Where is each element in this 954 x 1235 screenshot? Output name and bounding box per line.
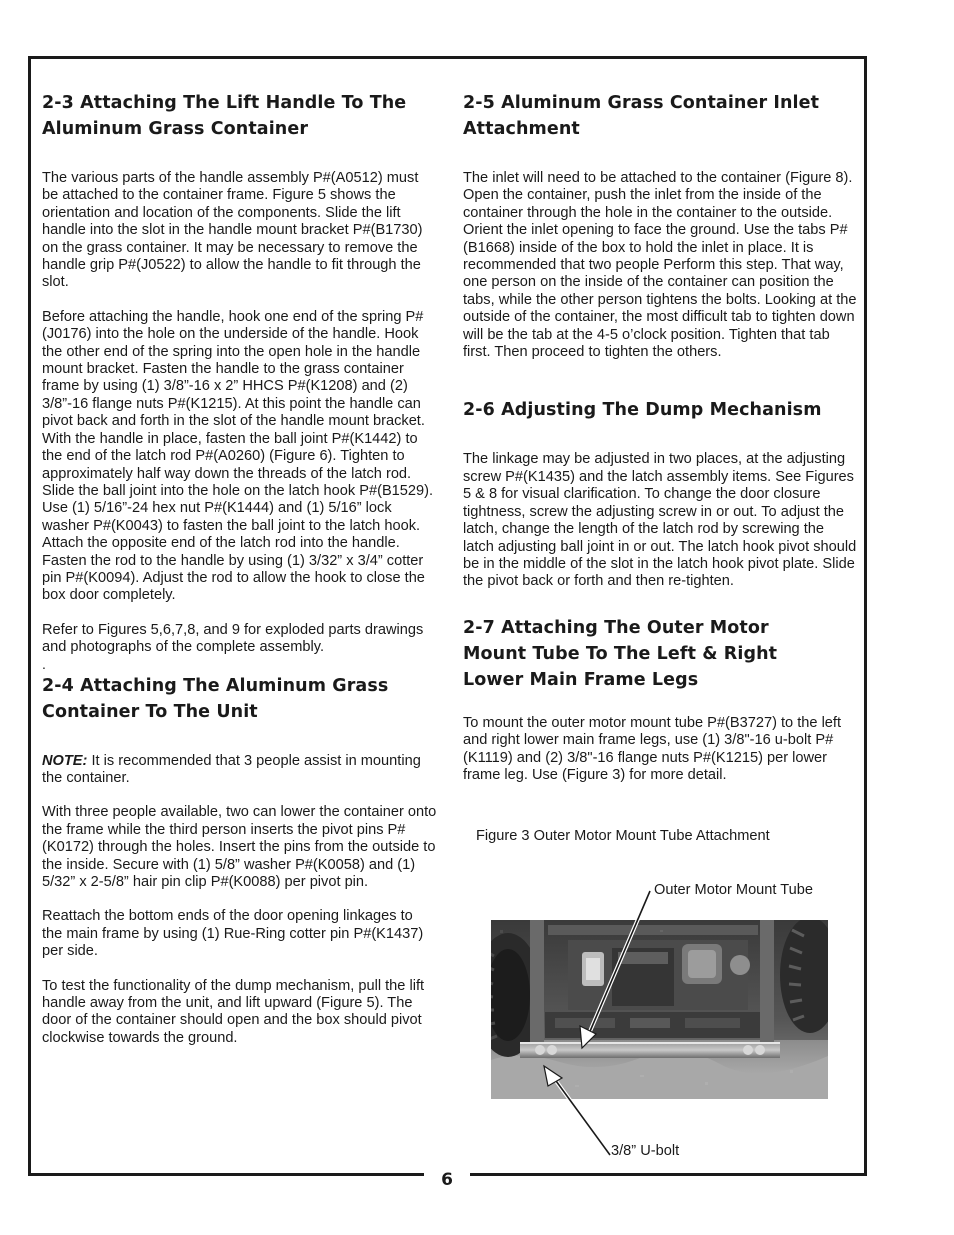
- section-2-7-paragraph-1: To mount the outer motor mount tube P#(B3727) to the left and right lower main frame legs, use (1) 3/8"-16 u-bolt P#(K1119) and (2) 3/8"-16 flange nuts P#(K1215) per lower frame leg. Use (Figure 3) for more detail.: [463, 714, 842, 783]
- section-2-3-heading: [42, 90, 437, 142]
- section-2-6-paragraph-1: The linkage may be adjusted in two places, at the adjusting screw P#(K1435) and the latch assembly items. See Figures 5 & 8 for visual clarification. To change the door closure tightness, screw the adjusting screw in or out. To adjust the latch, change the length of the latch rod by screwing the latch adjusting ball joint in or out. The latch hook pivot should be in the middle of the slot in the latch hook pivot plate. Slide the pivot back or forth and then re-tighten.: [463, 451, 857, 590]
- section-2-6: [463, 397, 858, 590]
- section-2-5-heading-line1: 2-5 Aluminum Grass Container Inlet: [463, 93, 820, 113]
- section-2-7-heading-line2: Mount Tube To The Left & Right: [463, 643, 778, 664]
- section-2-5: [463, 90, 858, 361]
- section-2-6-heading: 2-6 Adjusting The Dump Mechanism: [463, 400, 822, 421]
- figure-3-caption: Figure 3 Outer Motor Mount Tube Attachment: [476, 828, 770, 844]
- section-2-4-note: [42, 753, 437, 788]
- left-column: [42, 90, 437, 1047]
- figure-label-outer-motor-mount-tube: Outer Motor Mount Tube: [654, 882, 813, 898]
- section-2-4-heading-line1: 2-4 Attaching The Aluminum Grass: [42, 675, 389, 696]
- section-2-7-heading-line3: Lower Main Frame Legs: [463, 669, 699, 690]
- section-2-4-paragraph-3: To test the functionality of the dump mechanism, pull the lift handle away from the unit, and lift upward (Figure 5). The door of the container should open and the box should pivot clockwise towards the ground.: [42, 977, 425, 1046]
- section-2-5-paragraph-1: The inlet will need to be attached to the container (Figure 8). Open the container, push the inlet from the inside of the container through the hole in the container to the outside. Orient the inlet opening to face the ground. Use the tabs P#(B1668) inside of the box to hold the inlet in place. It is recommended that two people Perform this step. That way, one person on the inside of the container can position the tabs, while the other person tightens the bolts. Looking at the outside of the container, the most difficult tab to tighten down will be the tab at the 4-5 o’clock position. Tighten that tab first. Then proceed to tighten the others.: [463, 170, 857, 361]
- section-2-4-paragraph-2: Reattach the bottom ends of the door opening linkages to the main frame by using (1) Rue-Ring cotter pin P#(K1437) per side.: [42, 908, 424, 960]
- note-label: NOTE:: [42, 752, 88, 769]
- note-text: It is recommended that 3 people assist in mounting the container.: [42, 752, 421, 786]
- section-2-7-heading-line1: 2-7 Attaching The Outer Motor: [463, 617, 769, 638]
- section-2-4: [42, 673, 437, 1048]
- section-2-3-paragraph-3: Refer to Figures 5,6,7,8, and 9 for exploded parts drawings and photographs of the complete assembly.: [42, 621, 424, 656]
- section-2-5-heading: [463, 90, 858, 142]
- section-2-7: [463, 615, 858, 785]
- right-column: [463, 90, 858, 784]
- section-2-4-paragraph-1: With three people available, two can lower the container onto the frame while the third person inserts the pivot pins P#(K0172) through the holes. Insert the pins from the outside to the inside. Secure with (1) 5/8” washer P#(K0058) and (1) 5/32” x 2-5/8” hair pin clip P#(K0088) per pivot pin.: [42, 804, 437, 890]
- figure-label-u-bolt: 3/8” U-bolt: [611, 1143, 680, 1159]
- section-2-4-heading-line2: Container To The Unit: [42, 701, 258, 722]
- section-2-3-paragraph-1: The various parts of the handle assembly P#(A0512) must be attached to the container frame. Figure 5 shows the orientation and location of the components. Slide the lift handle into the slot in the handle mount bracket P#(B1730) on the grass container. It may be necessary to remove the handle grip P#(J0522) to allow the handle to fit through the slot.: [42, 170, 423, 291]
- section-2-3-paragraph-2: Before attaching the handle, hook one end of the spring P#(J0176) into the hole on the underside of the handle. Hook the other end of the spring into the open hole in the handle mount bracket. Fasten the handle to the grass container frame by using (1) 3/8”-16 x 2” HHCS P#(K1208) and (2) 3/8”-16 flange nuts P#(K1215). At this point the handle can pivot back and forth in the slot of the handle mount bracket. With the handle in place, fasten the ball joint P#(K1442) to the end of the latch rod P#(A0260) (Figure 6). Tighten to approximately half way down the threads of the latch rod. Slide the ball joint into the hole on the latch hook P#(B1529). Use (1) 5/16”-24 hex nut P#(K1444) and (1) 5/16” lock washer P#(K0043) to fasten the ball joint to the latch hook. Attach the opposite end of the latch rod into the handle. Fasten the rod to the handle by using (1) 3/32” x 3/4” cotter pin P#(K0094). Adjust the rod to allow the hook to close the box door completely.: [42, 308, 434, 604]
- section-2-4-heading: [42, 673, 437, 725]
- section-2-3: [42, 90, 437, 671]
- section-2-7-heading: [463, 615, 858, 693]
- section-2-3-heading-line2: Aluminum Grass Container: [42, 119, 309, 139]
- section-2-5-heading-line2: Attachment: [463, 119, 580, 139]
- stray-period: .: [42, 655, 46, 672]
- section-2-3-heading-line1: 2-3 Attaching The Lift Handle To The: [42, 93, 407, 113]
- page-number: 6: [424, 1168, 470, 1192]
